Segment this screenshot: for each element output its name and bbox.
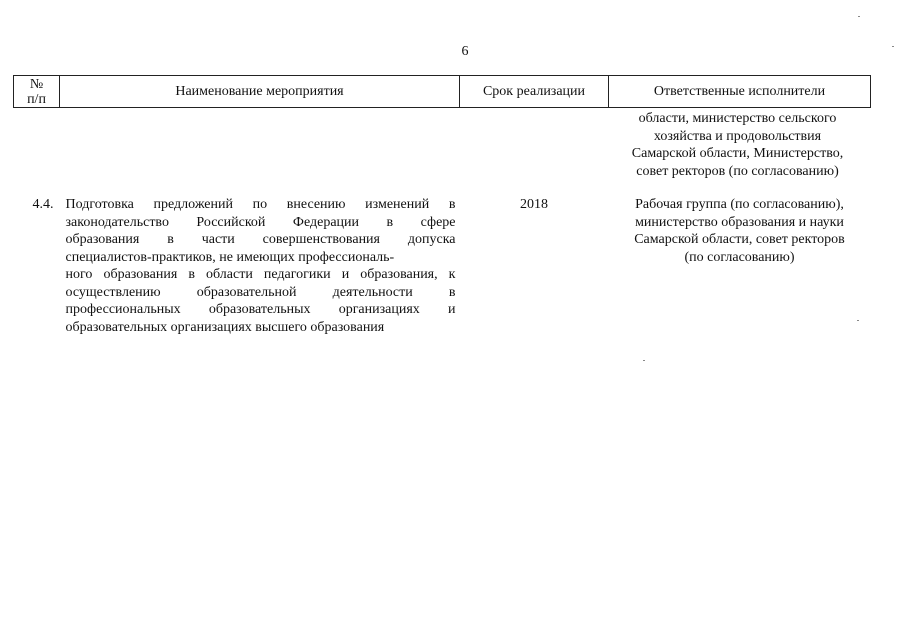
header-number-line: №: [29, 76, 44, 92]
scan-speck: [892, 46, 894, 47]
item-name: [60, 196, 460, 336]
scan-speck: [857, 320, 859, 321]
responsible-line: (по согласованию): [684, 249, 795, 265]
item-name-line: Подготовка предложений по внесению изменений в: [65, 197, 456, 212]
responsible-line: Рабочая группа (по согласованию),: [635, 197, 844, 212]
item-name-line: осуществлению образовательной деятельности в: [65, 284, 456, 300]
item-term: 2018: [520, 197, 548, 212]
plan-table: [13, 75, 871, 336]
responsible-line: области, министерство сельского: [638, 111, 837, 126]
item-name-line: ного образования в области педагогики и образования, к: [65, 267, 456, 282]
header-number: [14, 76, 60, 108]
scan-speck: [643, 360, 645, 361]
page-number: 6: [461, 44, 469, 59]
continuation-responsible-cell: [609, 108, 871, 181]
responsible-line: министерство образования и науки: [635, 214, 844, 230]
item-name-line: образования в части совершенствования допуска: [65, 232, 456, 247]
item-name-line: специалистов-практиков, не имеющих профессиональ-: [65, 249, 395, 265]
continuation-term-cell: [460, 108, 609, 181]
responsible-line: совет ректоров (по согласованию): [636, 163, 839, 179]
continuation-name-cell: [60, 108, 460, 181]
item-name-line: профессиональных образовательных организациях и: [65, 302, 456, 317]
row-spacer: [14, 180, 871, 196]
responsible-line: Самарской области, Министерство,: [631, 146, 844, 161]
header-responsible: Ответственные исполнители: [609, 76, 871, 108]
item-number: 4.4.: [32, 197, 54, 212]
item-responsible: [609, 196, 871, 336]
responsible-line: хозяйства и продовольствия: [653, 128, 822, 144]
responsible-line: Самарской области, совет ректоров: [634, 232, 845, 247]
table-header-row: [14, 76, 871, 108]
item-name-line: образовательных организациях высшего образования: [65, 319, 385, 335]
scan-speck: [858, 16, 860, 17]
continuation-number-cell: [14, 108, 60, 181]
table-row: [14, 196, 871, 336]
continuation-row: [14, 108, 871, 181]
item-name-line: законодательство Российской Федерации в сфере: [65, 214, 456, 230]
header-name: Наименование мероприятия: [60, 76, 460, 108]
header-number-line: п/п: [27, 91, 46, 107]
header-term: Срок реализации: [460, 76, 609, 108]
